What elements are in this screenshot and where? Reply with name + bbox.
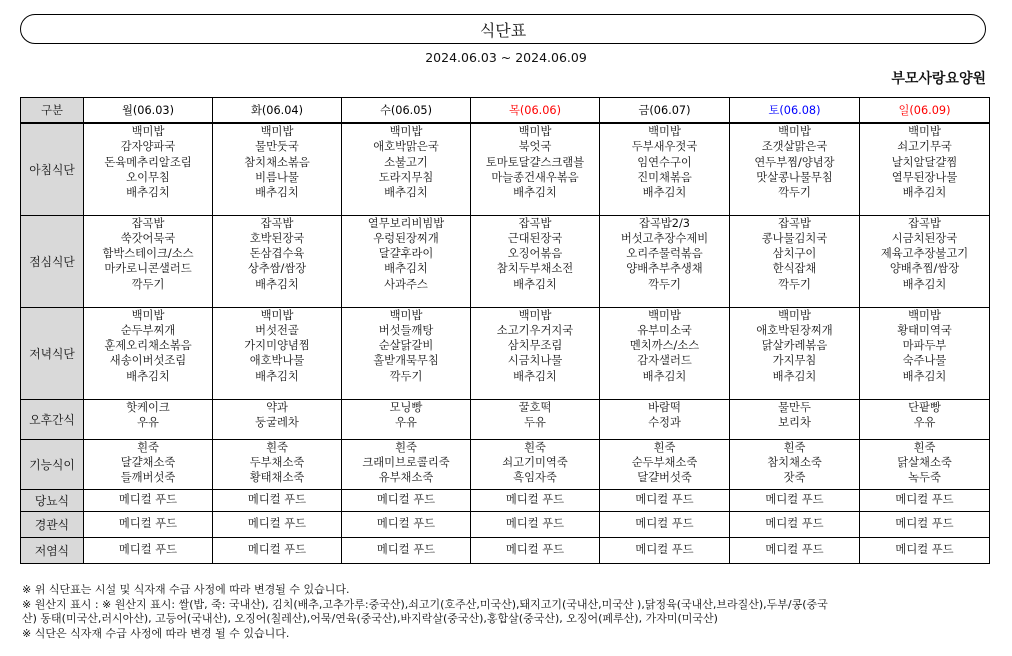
menu-cell: [213, 489, 342, 511]
menu-item: 마파두부: [902, 339, 947, 353]
menu-item: 백미밥: [778, 308, 811, 322]
menu-item: 메디컬 푸드: [505, 543, 565, 557]
menu-item: 깍두기: [648, 277, 681, 291]
menu-item: 참치채소볶음: [244, 155, 310, 169]
table-body: [21, 123, 990, 563]
menu-item: 메디컬 푸드: [895, 517, 954, 531]
menu-cell: [342, 489, 471, 511]
menu-item: 우유: [913, 415, 936, 429]
menu-item: 오징어볶음: [507, 247, 563, 261]
menu-item: 우유: [395, 415, 417, 429]
menu-cell: [600, 399, 730, 439]
menu-item: 메디컬 푸드: [505, 493, 565, 507]
menu-item: 돈삼겹수육: [249, 247, 305, 261]
menu-item: 깍두기: [778, 277, 811, 291]
menu-item: 양배추부추생채: [626, 262, 703, 276]
menu-item: 메디컬 푸드: [376, 493, 436, 507]
menu-item: 임연수구이: [637, 155, 692, 169]
menu-cell: [860, 123, 990, 215]
menu-cell: [600, 489, 730, 511]
menu-item: 배추김치: [384, 262, 428, 276]
table-row: [21, 307, 990, 399]
table-header-row: [21, 98, 990, 124]
menu-item: 삼치구이: [772, 247, 817, 261]
menu-item: 잡곡밥: [518, 216, 552, 230]
menu-item: 감자양파국: [120, 140, 176, 154]
menu-cell: [471, 307, 600, 399]
menu-item: 단팥빵: [908, 400, 941, 414]
menu-item: 달걀버섯죽: [637, 471, 692, 485]
menu-item: 배추김치: [255, 186, 299, 200]
menu-item: 잡곡밥2/3: [639, 216, 690, 230]
menu-item: 백미밥: [389, 308, 423, 322]
menu-item: 깍두기: [131, 277, 165, 291]
menu-item: 닭살채소죽: [897, 455, 952, 469]
menu-item: 쇠고기미역죽: [502, 455, 568, 469]
menu-item: 잣죽: [783, 471, 806, 485]
table-row: [21, 511, 990, 537]
menu-cell: [600, 537, 730, 563]
menu-item: 배추김치: [513, 186, 557, 200]
menu-cell: [600, 123, 730, 215]
menu-item: 둥굴레차: [255, 415, 299, 429]
menu-item: 메디컬 푸드: [118, 543, 178, 557]
menu-item: 수정과: [648, 415, 681, 429]
menu-cell: [213, 537, 342, 563]
menu-item: 물만둣국: [255, 140, 299, 154]
footnotes: [22, 583, 828, 641]
menu-item: 순살닭갈비: [378, 339, 434, 353]
row-label: 점심식단: [21, 215, 84, 307]
menu-cell: [471, 123, 600, 215]
menu-item: 들깨버섯죽: [120, 471, 176, 485]
menu-item: 모닝빵: [389, 400, 423, 414]
menu-item: 참치두부채소전: [496, 262, 574, 276]
menu-cell: [730, 511, 860, 537]
menu-cell: [730, 399, 860, 439]
menu-cell: [342, 511, 471, 537]
menu-item: 메디컬 푸드: [376, 517, 436, 531]
menu-item: 메디컬 푸드: [895, 543, 954, 557]
menu-item: 크래미브로콜리죽: [362, 455, 450, 469]
menu-cell: [84, 307, 213, 399]
menu-item: 약과: [266, 400, 288, 414]
menu-cell: [730, 489, 860, 511]
menu-item: 멘치까스/소스: [629, 339, 700, 353]
menu-item: 백미밥: [518, 125, 552, 138]
menu-item: 함박스테이크/소스: [102, 247, 194, 261]
menu-item: 달걀후라이: [378, 247, 434, 261]
menu-cell: [342, 123, 471, 215]
footnote-line: ※ 원산지 표시 : ※ 원산지 표시: 쌀(밥, 죽: 국내산), 김치(배추,고추가루:중국산),쇠고기(호주산,미국산),돼지고기(국내산,미국산 ),닭정육(국내산,브라질산),두부/콩(중국: [22, 597, 828, 611]
menu-item: 쑥갓어묵국: [120, 231, 176, 245]
menu-item: 배추김치: [126, 369, 170, 383]
table-row: [21, 537, 990, 563]
corner-label: 구분: [21, 98, 84, 124]
menu-item: 제육고추장불고기: [880, 247, 969, 261]
menu-item: 열무보리비빔밥: [367, 216, 445, 230]
menu-item: 홀받개묵무침: [373, 354, 439, 368]
table-row: [21, 123, 990, 215]
menu-item: 북엇국: [518, 140, 552, 154]
menu-item: 백미밥: [908, 308, 941, 322]
menu-cell: [860, 399, 990, 439]
menu-item: 백미밥: [518, 308, 552, 322]
menu-item: 배추김치: [902, 277, 947, 291]
menu-cell: [342, 537, 471, 563]
menu-item: 도라지무침: [378, 170, 434, 184]
menu-item: 순두부채소죽: [631, 455, 698, 469]
menu-item: 우렁된장찌개: [373, 231, 439, 245]
day-header: 금(06.07): [600, 98, 730, 124]
menu-item: 한식잡채: [772, 262, 817, 276]
menu-item: 꿀호떡: [518, 400, 552, 414]
menu-cell: [342, 307, 471, 399]
footnote-line: ※ 위 식단표는 시설 및 식자재 수급 사정에 따라 변경될 수 있습니다.: [22, 583, 350, 596]
menu-item: 백미밥: [908, 125, 941, 138]
menu-item: 핫케이크: [126, 400, 170, 414]
menu-cell: [600, 215, 730, 307]
menu-item: 호박된장국: [249, 231, 305, 245]
menu-item: 조갯살맑은국: [761, 140, 828, 154]
day-header: 목(06.06): [471, 98, 600, 124]
footnote-line: 산) 동태(미국산,러시아산), 고등어(국내산), 오징어(칠레산),어묵/연육(중국산),바지락살(중국산),홍합살(중국산), 오징어(페루산), 가자미(미국산): [22, 612, 718, 626]
menu-item: 열무된장나물: [891, 170, 958, 184]
menu-item: 연두부찜/양념장: [754, 155, 835, 169]
menu-item: 유부채소죽: [378, 471, 434, 485]
menu-item: 백미밥: [389, 125, 423, 138]
menu-item: 감자샐러드: [637, 354, 692, 368]
menu-item: 배추김치: [772, 369, 817, 383]
row-label: 당뇨식: [21, 489, 84, 511]
menu-item: 진미채볶음: [637, 170, 692, 184]
menu-item: 달걀채소죽: [120, 455, 176, 469]
menu-cell: [860, 537, 990, 563]
menu-item: 백미밥: [648, 308, 681, 322]
menu-item: 콩나물김치국: [761, 231, 828, 245]
menu-item: 메디컬 푸드: [247, 493, 307, 507]
table-row: [21, 489, 990, 511]
menu-cell: [213, 307, 342, 399]
menu-cell: [600, 307, 730, 399]
menu-item: 메디컬 푸드: [895, 493, 954, 507]
menu-item: 메디컬 푸드: [635, 493, 694, 507]
menu-item: 참치채소죽: [767, 455, 822, 469]
menu-item: 황태채소죽: [249, 471, 305, 485]
menu-item: 메디컬 푸드: [247, 543, 307, 557]
menu-item: 두부새우젓국: [631, 140, 698, 154]
menu-cell: [84, 537, 213, 563]
menu-item: 메디컬 푸드: [635, 517, 694, 531]
footnote-line: ※ 식단은 식자재 수급 사정에 따라 변경 될 수 있습니다.: [22, 626, 290, 640]
menu-item: 잡곡밥: [908, 216, 941, 230]
menu-item: 흰죽: [395, 440, 417, 454]
menu-cell: [730, 307, 860, 399]
menu-item: 닭살카레볶음: [761, 339, 828, 353]
row-label: 경관식: [21, 511, 84, 537]
menu-item: 순두부찌개: [120, 323, 176, 337]
menu-item: 소불고기: [384, 155, 428, 169]
menu-cell: [342, 399, 471, 439]
menu-item: 오리주물럭볶음: [626, 247, 703, 261]
menu-item: 토마토달걀스크램블: [485, 155, 585, 169]
menu-item: 버섯고추장수제비: [620, 231, 709, 245]
menu-item: 흰죽: [524, 440, 546, 454]
menu-item: 메디컬 푸드: [765, 543, 824, 557]
menu-item: 백미밥: [778, 125, 811, 138]
menu-item: 돈육메추리알조림: [104, 155, 192, 169]
menu-cell: [600, 511, 730, 537]
menu-cell: [213, 511, 342, 537]
menu-item: 시금치나물: [507, 354, 563, 368]
menu-item: 숙주나물: [902, 354, 947, 368]
title-banner: [20, 14, 986, 44]
menu-item: 흑임자죽: [513, 471, 557, 485]
menu-cell: [471, 489, 600, 511]
menu-item: 황태미역국: [897, 323, 952, 337]
menu-cell: [730, 439, 860, 489]
menu-item: 삼치무조림: [507, 339, 563, 353]
menu-cell: [213, 215, 342, 307]
menu-item: 흰죽: [783, 440, 806, 454]
menu-item: 메디컬 푸드: [635, 543, 694, 557]
menu-item: 근대된장국: [507, 231, 563, 245]
menu-item: 깍두기: [778, 186, 811, 200]
menu-item: 잡곡밥: [131, 216, 165, 230]
menu-item: 맛살콩나물무침: [756, 170, 833, 184]
menu-item: 비름나물: [255, 170, 299, 184]
row-label: 저염식: [21, 537, 84, 563]
menu-cell: [213, 399, 342, 439]
menu-item: 애호박된장찌개: [756, 323, 833, 337]
menu-item: 애호박맑은국: [373, 140, 439, 154]
menu-cell: [471, 537, 600, 563]
menu-item: 배추김치: [902, 186, 947, 200]
menu-item: 마카로니콘샐러드: [104, 262, 192, 276]
day-header: 토(06.08): [730, 98, 860, 124]
menu-item: 메디컬 푸드: [505, 517, 565, 531]
menu-cell: [84, 439, 213, 489]
menu-cell: [860, 511, 990, 537]
menu-item: 흰죽: [653, 440, 676, 454]
menu-cell: [600, 439, 730, 489]
menu-item: 배추김치: [255, 277, 299, 291]
menu-item: 메디컬 푸드: [118, 493, 178, 507]
menu-item: 메디컬 푸드: [376, 543, 436, 557]
date-range: 2024.06.03 ~ 2024.06.09: [425, 50, 587, 65]
menu-item: 잡곡밥: [260, 216, 294, 230]
menu-item: 보리차: [778, 415, 811, 429]
menu-item: 소고기우거지국: [496, 323, 574, 337]
menu-item: 흰죽: [913, 440, 936, 454]
menu-item: 물만두: [778, 400, 811, 414]
menu-item: 배추김치: [642, 186, 687, 200]
day-header: 화(06.04): [213, 98, 342, 124]
menu-item: 두부채소죽: [249, 455, 305, 469]
menu-item: 버섯들깨탕: [378, 323, 434, 337]
menu-item: 가지미양념찜: [244, 339, 310, 353]
table-row: [21, 215, 990, 307]
row-label: 기능식이: [21, 439, 84, 489]
menu-item: 녹두죽: [908, 471, 941, 485]
menu-item: 배추김치: [384, 186, 428, 200]
menu-item: 오이무침: [126, 170, 170, 184]
menu-cell: [730, 123, 860, 215]
menu-item: 새송이버섯조림: [109, 354, 187, 368]
menu-item: 두유: [524, 415, 546, 429]
menu-cell: [471, 439, 600, 489]
day-header: 수(06.05): [342, 98, 471, 124]
menu-item: 사과주스: [384, 277, 428, 291]
day-header: 일(06.09): [860, 98, 990, 124]
menu-cell: [84, 489, 213, 511]
menu-cell: [860, 215, 990, 307]
menu-cell: [213, 123, 342, 215]
menu-item: 훈제오리채소볶음: [104, 339, 192, 353]
row-label: 저녁식단: [21, 307, 84, 399]
menu-item: 메디컬 푸드: [247, 517, 307, 531]
menu-item: 깍두기: [389, 369, 423, 383]
menu-cell: [860, 307, 990, 399]
menu-item: 시금치된장국: [891, 231, 958, 245]
menu-cell: [84, 399, 213, 439]
menu-item: 배추김치: [255, 369, 299, 383]
menu-item: 배추김치: [513, 369, 557, 383]
menu-item: 흰죽: [266, 440, 288, 454]
menu-item: 배추김치: [513, 277, 557, 291]
menu-cell: [860, 439, 990, 489]
menu-cell: [84, 123, 213, 215]
menu-item: 백미밥: [131, 308, 165, 322]
menu-item: 바람떡: [648, 400, 681, 414]
menu-cell: [342, 439, 471, 489]
day-header: 월(06.03): [84, 98, 213, 124]
menu-cell: [471, 511, 600, 537]
menu-item: 유부미소국: [637, 323, 692, 337]
menu-item: 메디컬 푸드: [765, 517, 824, 531]
menu-item: 메디컬 푸드: [118, 517, 178, 531]
menu-cell: [471, 399, 600, 439]
menu-cell: [860, 489, 990, 511]
menu-cell: [213, 439, 342, 489]
menu-item: 양배추찜/쌈장: [889, 262, 960, 276]
menu-cell: [342, 215, 471, 307]
menu-item: 날치알달걀찜: [891, 155, 958, 169]
menu-item: 버섯전골: [255, 323, 299, 337]
menu-item: 배추김치: [126, 186, 170, 200]
page-title: 식단표: [479, 20, 527, 40]
table-row: [21, 439, 990, 489]
menu-cell: [471, 215, 600, 307]
menu-item: 마늘종건새우볶음: [491, 170, 579, 184]
menu-cell: [730, 537, 860, 563]
menu-item: 쇠고기무국: [897, 140, 952, 154]
menu-item: 흰죽: [137, 440, 159, 454]
menu-item: 우유: [137, 415, 159, 429]
menu-item: 백미밥: [260, 308, 294, 322]
row-label: 아침식단: [21, 123, 84, 215]
menu-cell: [730, 215, 860, 307]
menu-item: 백미밥: [260, 125, 294, 138]
table-row: [21, 399, 990, 439]
row-label: 오후간식: [21, 399, 84, 439]
menu-item: 가지무침: [772, 354, 817, 368]
menu-item: 메디컬 푸드: [765, 493, 824, 507]
menu-item: 백미밥: [648, 125, 681, 138]
menu-cell: [84, 215, 213, 307]
menu-item: 상추쌈/쌈장: [247, 262, 307, 276]
menu-item: 애호박나물: [249, 354, 305, 368]
facility-name: 부모사랑요양원: [891, 71, 986, 87]
menu-table: [20, 97, 990, 564]
menu-cell: [84, 511, 213, 537]
menu-item: 배추김치: [902, 369, 947, 383]
menu-item: 잡곡밥: [778, 216, 811, 230]
menu-item: 백미밥: [131, 125, 165, 138]
menu-item: 배추김치: [642, 369, 687, 383]
